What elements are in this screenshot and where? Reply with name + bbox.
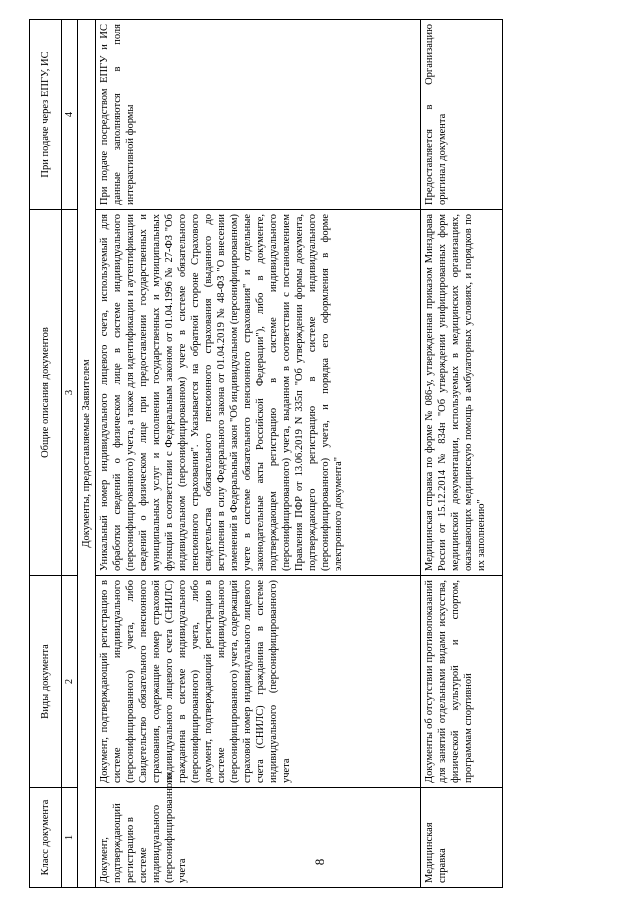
column-number-row: [62, 20, 78, 888]
header-epgu: При подаче через ЕПГУ, ИС: [30, 20, 62, 210]
document-types: Документ, подтверждающий регистрацию в системе индивидуального (персонифицированного) учета, либо Свидетельство обязательного пенсионного страхования, содержащие номер страховой индивидуального лицевого счета (СНИЛС) гражданина в системе индивидуального (персонифицированного) учета, либо документ, подтверждающий регистрацию в системе индивидуального (персонифицированного) учета, содержащий страховой номер индивидуального лицевого счета (СНИЛС) гражданина в системе индивидуального (персонифицированного) учета: [96, 576, 421, 788]
column-number: 1: [62, 788, 78, 888]
rotated-page-content: [29, 20, 503, 888]
column-number: 4: [62, 20, 78, 210]
documents-table: [29, 19, 503, 888]
document-types: Документы об отсутствии противопоказаний для занятий отдельными видами искусства, физической культурой и спортом, программам спортивной: [421, 576, 503, 788]
document-description: Уникальный номер индивидуального лицевого счета, используемый для обработки сведений о физическом лице в системе индивидуального (персонифицированного) учета, а также для идентификации и аутентификации сведений о физическом лице при предоставлении государственных и муниципальных услуг и исполнении государственных и муниципальных функций в соответствии с Федеральным законом от 01.04.1996 № 27-ФЗ "Об индивидуальном (персонифицированном) учете в системе обязательного пенсионного страхования". Указывается на обратной стороне Страхового свидетельства обязательного пенсионного страхования (выданного до вступления в силу Федерального закона от 01.04.2019 № 48-ФЗ "О внесении изменений в Федеральный закон "Об индивидуальном (персонифицированном) учете в системе обязательного пенсионного страхования" и отдельные законодательные акты Российской Федерации"), либо в документе, подтверждающем регистрацию в системе индивидуального (персонифицированного) учета, выданном в соответствии с постановлением Правления ПФР от 13.06.2019 N 335п "Об утверждении формы документа, подтверждающего регистрацию в системе индивидуального (персонифицированного) учета, и порядка его оформления в форме электронного документа": [96, 210, 421, 576]
header-class: Класс документа: [30, 788, 62, 888]
document-class: Медицинская справка: [421, 788, 503, 888]
column-number: 2: [62, 576, 78, 788]
section-title: Документы, предоставляемые Заявителем: [78, 20, 96, 888]
section-row: [78, 20, 96, 888]
table-row: [96, 20, 421, 888]
header-description: Общие описания документов: [30, 210, 62, 576]
epgu-submission: Предоставляется в Организацию оригинал документа: [421, 20, 503, 210]
column-number: 3: [62, 210, 78, 576]
table-header-row: [30, 20, 62, 888]
page-number: 8: [312, 858, 327, 866]
document-class: Документ, подтверждающий регистрацию в системе индивидуального (персонифицированного учета: [96, 788, 421, 888]
header-types: Виды документа: [30, 576, 62, 788]
document-description: Медицинская справка по форме № 086-у, утвержденная приказом Минздрава России от 15.12.2014 № 834н "Об утверждении унифицированных форм медицинской документации, используемых в медицинских организациях, оказывающих медицинскую помощь в амбулаторных условиях, и порядков по их заполнению": [421, 210, 503, 576]
epgu-submission: При подаче посредством ЕПГУ и ИС данные заполняются в поля интерактивной формы: [96, 20, 421, 210]
table-row: [421, 20, 503, 888]
